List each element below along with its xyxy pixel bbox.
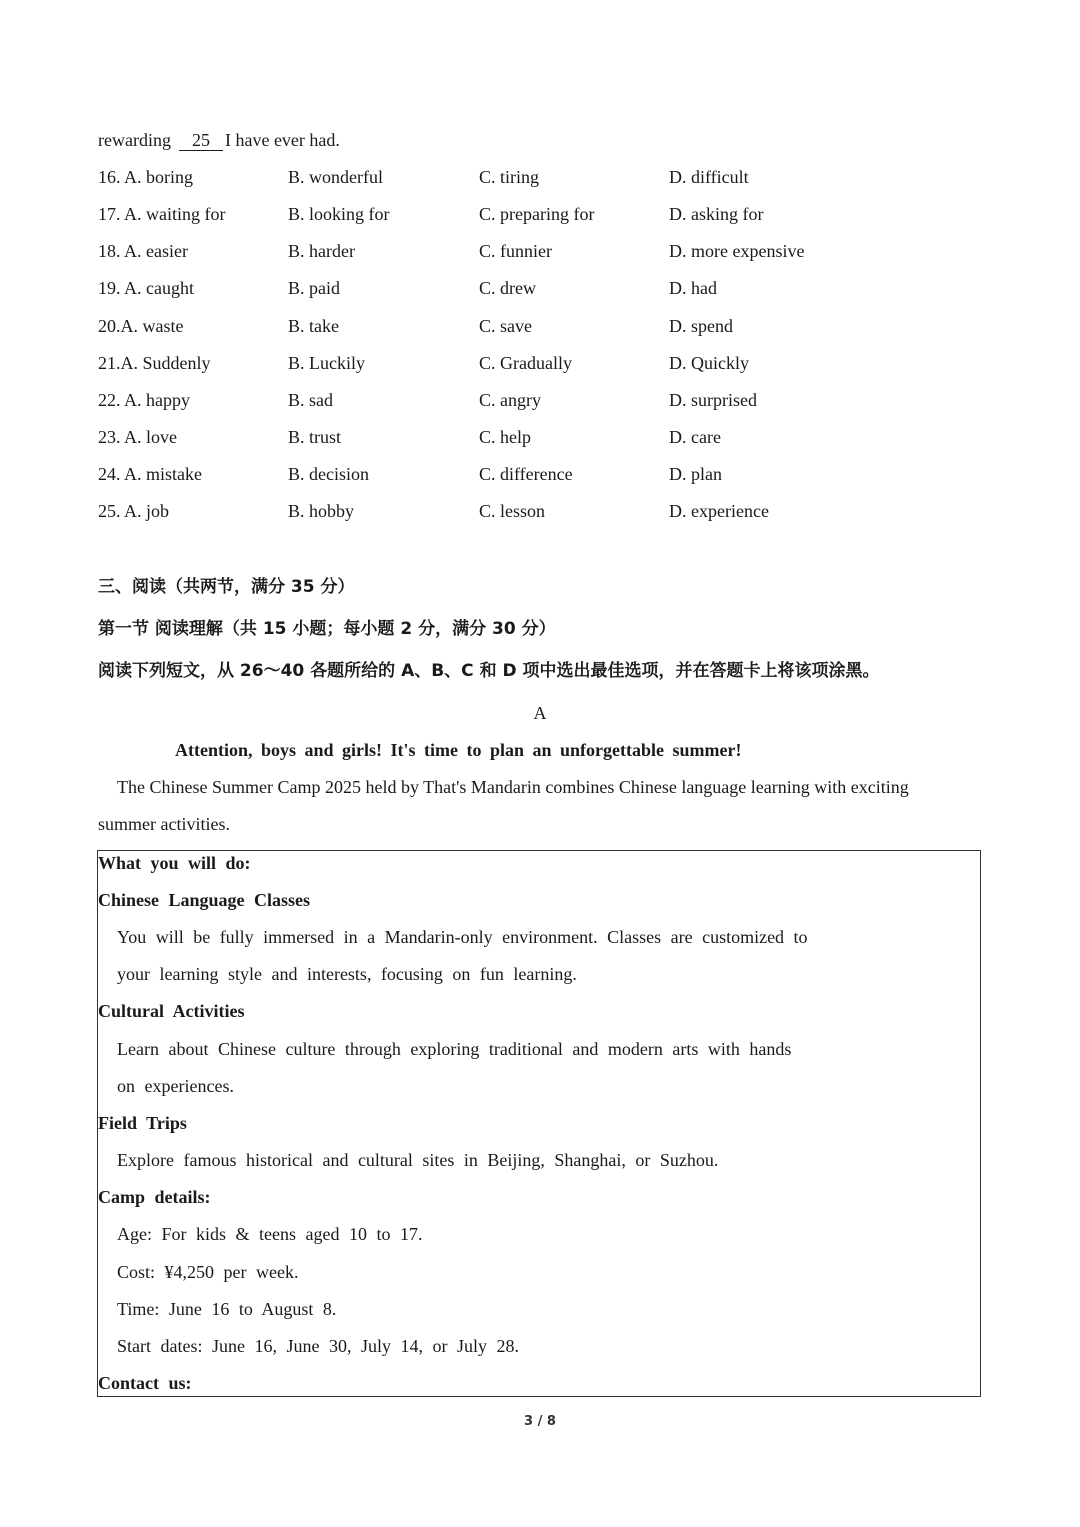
option-b: B. trust [288,427,342,447]
camp-time: Time: June 16 to August 8. [117,1299,337,1319]
option-b: B. hobby [288,501,355,521]
option-b: B. Luckily [288,353,365,373]
section-title: 三、阅读（共两节，满分 35 分） [98,577,355,597]
intro-paragraph-line-2: summer activities. [98,814,230,834]
option-c: C. help [479,427,531,447]
reading-instruction: 阅读下列短文，从 26～40 各题所给的 A、B、C 和 D 项中选出最佳选项，并在答题卡上将该项涂黑。 [98,661,880,681]
page-number: 3 / 8 [524,1414,556,1429]
subsection-title: 第一节 阅读理解（共 15 小题；每小题 2 分，满分 30 分） [98,619,556,639]
option-d: D. care [669,427,721,447]
field-trips-text: Explore famous historical and cultural sites in Beijing, Shanghai, or Suzhou. [117,1150,719,1170]
option-c: C. preparing for [479,204,595,224]
field-trips-heading: Field Trips [98,1113,187,1133]
camp-details-heading: Camp details: [98,1187,211,1207]
option-b: B. paid [288,278,340,298]
option-d: D. surprised [669,390,757,410]
cultural-activities-text-2: on experiences. [117,1076,234,1096]
camp-start-dates: Start dates: June 16, June 30, July 14, or July 28. [117,1336,519,1356]
option-b: B. take [288,316,339,336]
option-c: C. save [479,316,532,336]
option-a: 19. A. caught [98,278,194,298]
option-d: D. had [669,278,717,298]
option-a: 18. A. easier [98,241,188,261]
passage-label: A [533,703,547,723]
language-classes-text-1: You will be fully immersed in a Mandarin-only environment. Classes are customized to [117,927,808,947]
cultural-activities-text-1: Learn about Chinese culture through exploring traditional and modern arts with hands [117,1039,792,1059]
option-b: B. harder [288,241,355,261]
intro-paragraph-line-1: The Chinese Summer Camp 2025 held by That's Mandarin combines Chinese language learning with exciting [117,777,909,797]
option-d: D. spend [669,316,733,336]
option-a: 16. A. boring [98,167,194,187]
language-classes-text-2: your learning style and interests, focusing on fun learning. [117,964,577,984]
camp-age: Age: For kids & teens aged 10 to 17. [117,1224,423,1244]
option-a: 25. A. job [98,501,170,521]
option-c: C. lesson [479,501,546,521]
what-you-will-do-heading: What you will do: [98,853,251,873]
option-a: 21.A. Suddenly [98,353,211,373]
option-b: B. looking for [288,204,390,224]
option-d: D. plan [669,464,722,484]
camp-cost: Cost: ¥4,250 per week. [117,1262,299,1282]
option-d: D. experience [669,501,769,521]
option-b: B. wonderful [288,167,383,187]
closing-text-before: rewarding [98,130,171,150]
option-d: D. Quickly [669,353,749,373]
answer-blank-25: 25 [179,131,223,151]
option-d: D. more expensive [669,241,805,261]
option-c: C. Gradually [479,353,572,373]
option-c: C. difference [479,464,573,484]
cultural-activities-heading: Cultural Activities [98,1001,245,1021]
passage-closing-line [98,128,340,152]
passage-headline: Attention, boys and girls! It's time to plan an unforgettable summer! [175,740,742,760]
contact-us-heading: Contact us: [98,1373,192,1393]
option-b: B. sad [288,390,333,410]
option-c: C. drew [479,278,536,298]
option-d: D. difficult [669,167,749,187]
language-classes-heading: Chinese Language Classes [98,890,311,910]
option-c: C. tiring [479,167,540,187]
option-c: C. angry [479,390,541,410]
option-a: 20.A. waste [98,316,184,336]
option-a: 24. A. mistake [98,464,202,484]
option-d: D. asking for [669,204,764,224]
option-a: 22. A. happy [98,390,190,410]
option-a: 23. A. love [98,427,177,447]
option-c: C. funnier [479,241,552,261]
option-a: 17. A. waiting for [98,204,226,224]
option-b: B. decision [288,464,369,484]
closing-text-after: I have ever had. [224,130,340,150]
